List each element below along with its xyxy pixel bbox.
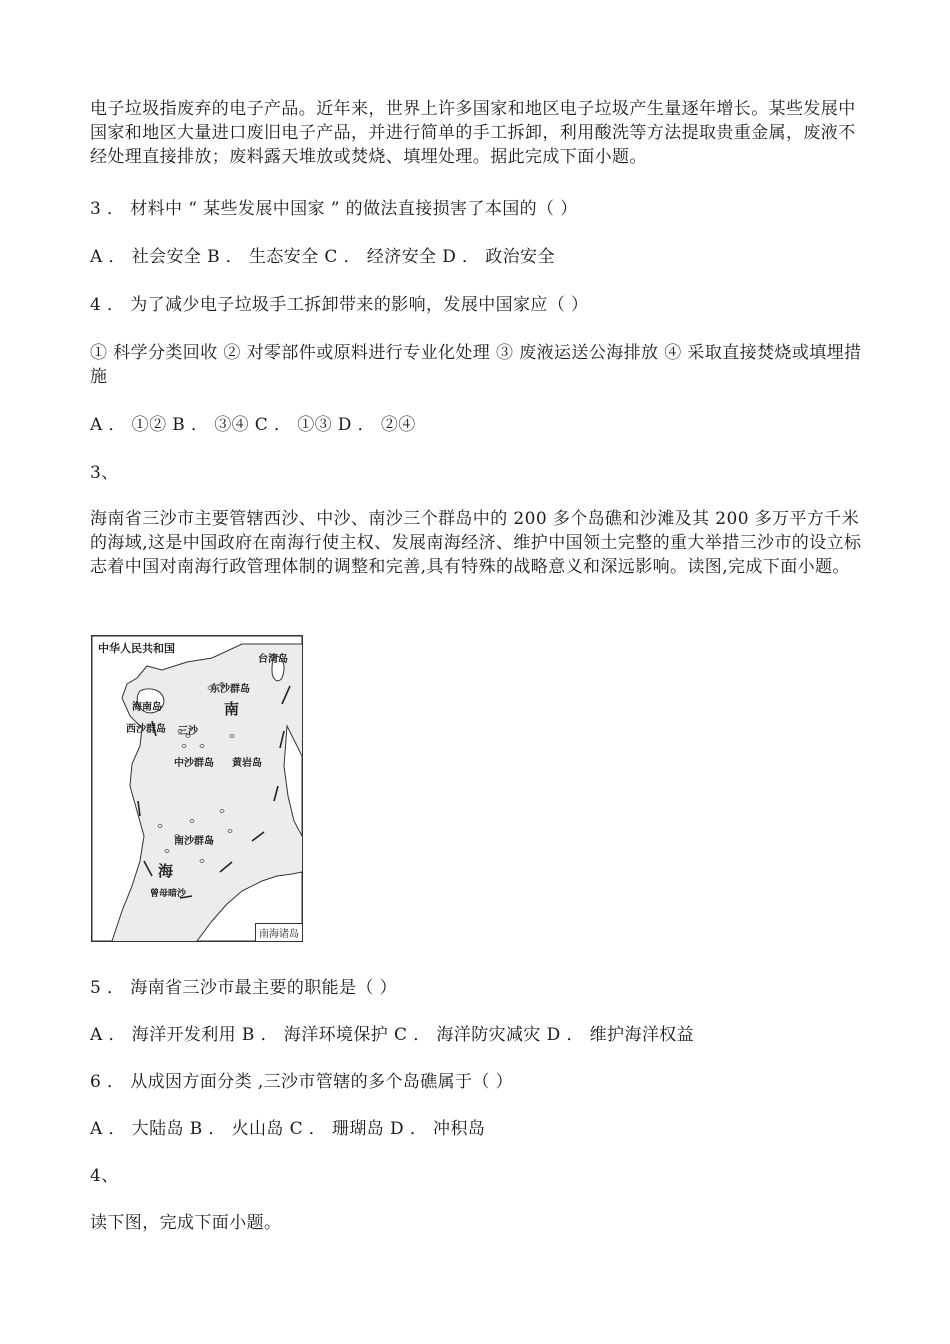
map-label-taiwan: 台湾岛 (258, 654, 288, 665)
map-label-huangyan: 黄岩岛 (232, 758, 262, 769)
question-6-options: A ． 大陆岛 B ． 火山岛 C ． 珊瑚岛 D ． 冲积岛 (90, 1119, 486, 1139)
section-number-4: 4、 (90, 1166, 119, 1186)
map-label-nan: 南 (224, 700, 240, 718)
map-label-prc: 中华人民共和国 (98, 642, 175, 655)
map-label-nansha: 南沙群岛 (174, 836, 214, 847)
question-4-items: ① 科学分类回收 ② 对零部件或原料进行专业化处理 ③ 废液运送公海排放 ④ 采取直接焚烧或填埋措施 (90, 343, 862, 387)
question-5: 5 ． 海南省三沙市最主要的职能是（ ） (90, 978, 398, 998)
map-label-sansha: 三沙 (178, 726, 198, 737)
intro-paragraph-sansha: 海南省三沙市主要管辖西沙、中沙、南沙三个群岛中的 200 多个岛礁和沙滩及其 200 多万平方千米的海域,这是中国政府在南海行使主权、发展南海经济、维护中国领土完整的重大举措三沙市的设立标志着中国对南海行政管理体制的调整和完善,具有特殊的战略意义和深远影响。读图,完成下面小题。 (90, 509, 862, 577)
map-label-xisha: 西沙群岛 (126, 724, 166, 735)
map-drawing (92, 636, 302, 941)
map-label-hai: 海 (158, 862, 174, 880)
question-3-options: A ． 社会安全 B ． 生态安全 C ． 经济安全 D ． 政治安全 (90, 247, 555, 267)
map-label-hainan: 海南岛 (132, 702, 162, 713)
map-label-dongsha: 东沙群岛 (210, 684, 250, 695)
question-3: 3 ． 材料中 “ 某些发展中国家 ” 的做法直接损害了本国的（ ） (90, 199, 578, 219)
question-6: 6 ． 从成因方面分类 ,三沙市管辖的多个岛礁属于（ ） (90, 1072, 514, 1092)
question-4-options: A ． ①② B ． ③④ C ． ①③ D ． ②④ (90, 415, 416, 435)
map-label-zengmu: 曾母暗沙 (150, 889, 187, 899)
intro-paragraph-ewaste: 电子垃圾指废弃的电子产品。近年来，世界上许多国家和地区电子垃圾产生量逐年增长。某些发展中国家和地区大量进口废旧电子产品，并进行简单的手工拆卸，利用酸洗等方法提取贵重金属，废液不经处理直接排放；废料露天堆放或焚烧、填埋处理。据此完成下面小题。 (90, 99, 856, 167)
map-label-zhongsha: 中沙群岛 (174, 758, 214, 769)
south-china-sea-map (91, 635, 303, 942)
question-5-options: A ． 海洋开发利用 B ． 海洋环境保护 C ． 海洋防灾减灾 D ． 维护海洋权益 (90, 1025, 695, 1045)
philippines-land (284, 726, 302, 836)
map-inset-label: 南海诸岛 (255, 923, 302, 941)
question-4: 4 ． 为了减少电子垃圾手工拆卸带来的影响，发展中国家应（ ） (90, 295, 589, 315)
intro-paragraph-read-figure: 读下图，完成下面小题。 (90, 1213, 282, 1233)
section-number-3: 3、 (90, 463, 119, 483)
